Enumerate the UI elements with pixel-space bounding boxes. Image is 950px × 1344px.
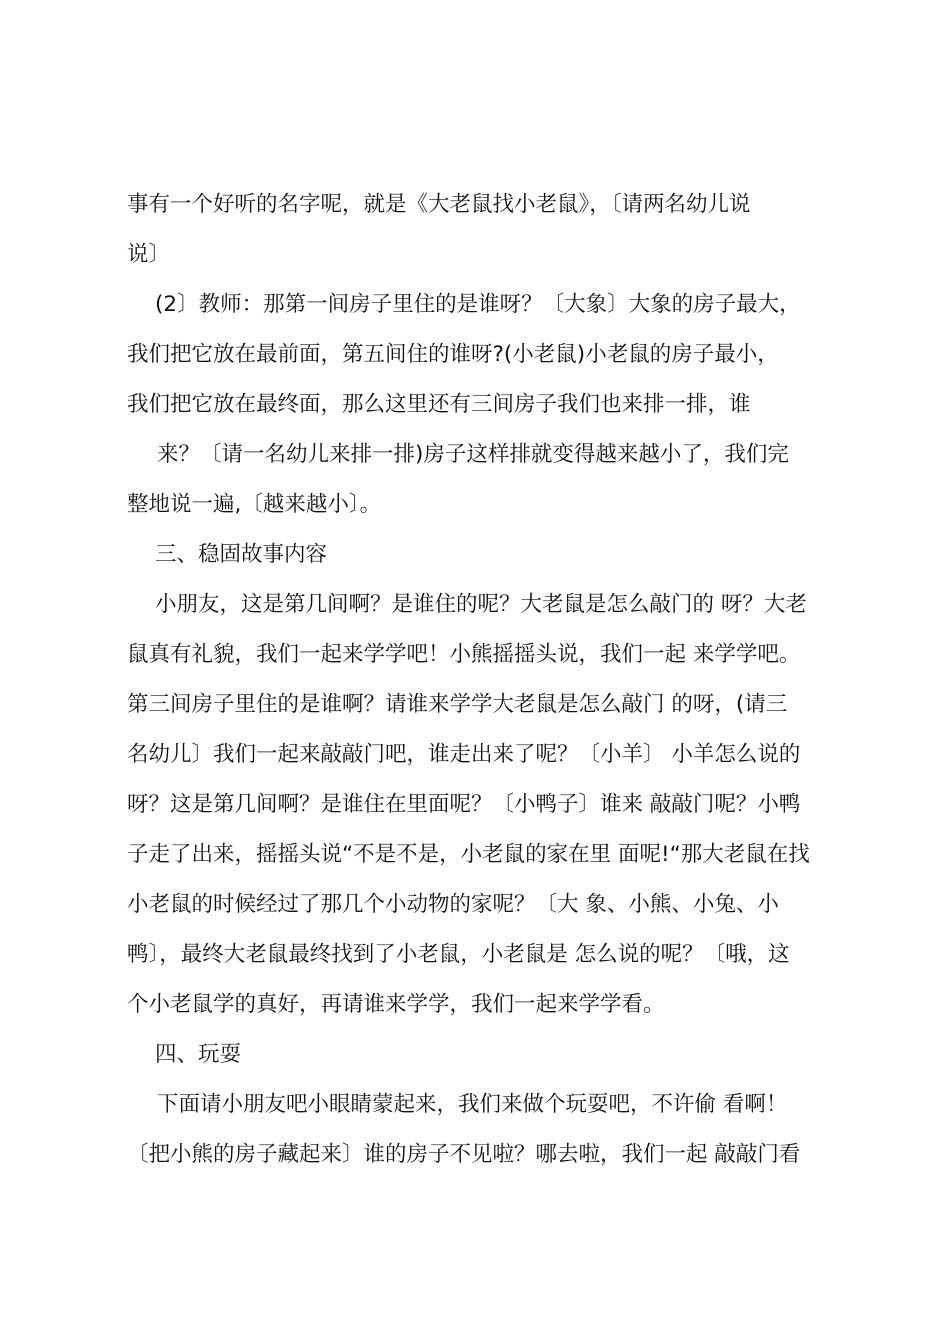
- text-line-17: 个小老鼠学的真好，再请谁来学学，我们一起来学学看。: [127, 992, 665, 1017]
- section-heading-4: 四、玩耍: [155, 1042, 242, 1067]
- text-line-20: 〔把小熊的房子藏起来〕谁的房子不见啦？哪去啦，我们一起 敲敲门看: [127, 1142, 801, 1167]
- text-line-14: 子走了出来，摇摇头说“不是不是，小老鼠的家在里 面呢!“那大老鼠在找: [127, 842, 810, 867]
- text-line-11: 第三间房子里住的是谁啊？请谁来学学大老鼠是怎么敲门 的呀，(请三: [127, 692, 788, 717]
- text-line-10: 鼠真有礼貌，我们一起来学学吧！小熊摇摇头说，我们一起 来学学吧。: [127, 642, 801, 667]
- text-line-4: 我们把它放在最前面，第五间住的谁呀?(小老鼠)小老鼠的房子最小，: [127, 342, 779, 367]
- text-line-13: 呀？这是第几间啊？是谁住在里面呢？〔小鸭子〕谁来 敲敲门呢？小鸭: [127, 792, 801, 817]
- text-line-15: 小老鼠的时候经过了那几个小动物的家呢？〔大 象、小熊、小兔、小: [127, 892, 779, 917]
- text-line-16: 鸭〕，最终大老鼠最终找到了小老鼠，小老鼠是 怎么说的呢？〔哦，这: [127, 942, 790, 967]
- text-line-1: 事有一个好听的名字呢，就是《大老鼠找小老鼠》，〔请两名幼儿说: [127, 192, 751, 217]
- text-line-9: 小朋友，这是第几间啊？是谁住的呢？大老鼠是怎么敲门的 呀？大老: [155, 592, 807, 617]
- text-line-7: 整地说一遍,〔越来越小〕。: [127, 492, 382, 517]
- section-heading-3: 三、稳固故事内容: [155, 542, 328, 567]
- text-line-12: 名幼儿〕我们一起来敲敲门吧，谁走出来了呢？〔小羊〕 小羊怎么说的: [127, 742, 801, 767]
- text-line-19: 下面请小朋友吧小眼睛蒙起来，我们来做个玩耍吧，不许偷 看啊！: [157, 1092, 788, 1117]
- text-line-6: 来？〔请一名幼儿来排一排)房子这样排就变得越来越小了，我们完: [157, 442, 789, 467]
- text-line-2: 说〕: [127, 242, 171, 267]
- text-line-5: 我们把它放在最终面，那么这里还有三间房子我们也来排一排，谁: [127, 392, 751, 417]
- text-line-3: (2〕教师：那第一间房子里住的是谁呀？〔大象〕大象的房子最大，: [155, 292, 801, 317]
